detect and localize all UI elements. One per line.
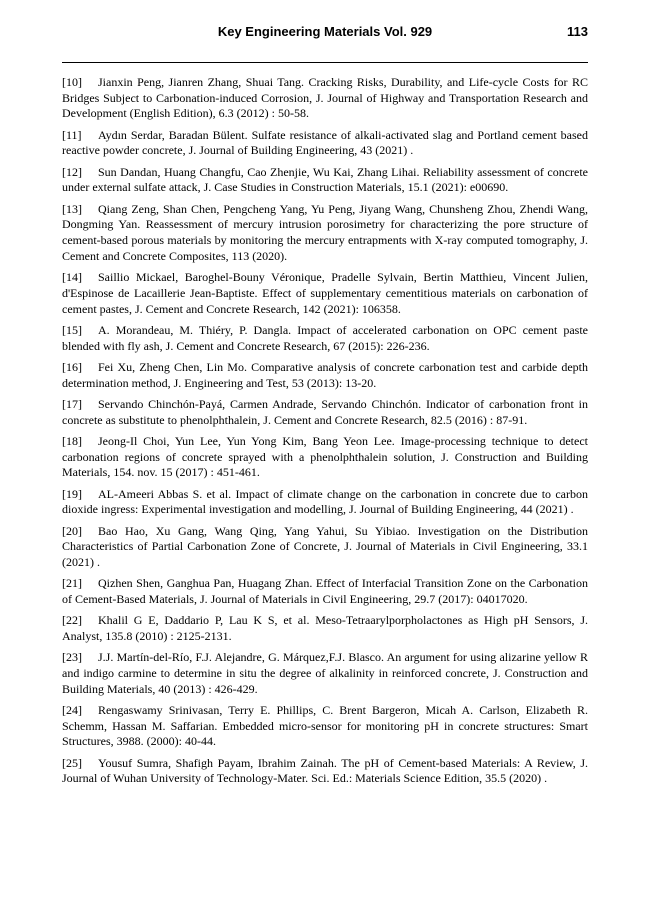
reference-text: Rengaswamy Srinivasan, Terry E. Phillips, C. Brent Bargeron, Micah A. Carlson, Elizabeth R. Schemm, Hassan M. Saffarian. Embedded micro-sensor for monitoring pH in concrete structures: Smart Structures, 3988. (2000): 40-44. <box>62 702 588 749</box>
reference-text: Sun Dandan, Huang Changfu, Cao Zhenjie, Wu Kai, Zhang Lihai. Reliability assessment of concrete under external sulfate attack, J. Case Studies in Construction Materials, 15.1 (2021): e00690. <box>62 164 588 195</box>
reference-number: [11] <box>62 127 82 142</box>
reference-number: [25] <box>62 755 82 770</box>
reference-list <box>62 75 588 793</box>
reference-text: Qiang Zeng, Shan Chen, Pengcheng Yang, Yu Peng, Jiyang Wang, Chunsheng Zhou, Zhendi Wang, Dongming Yan. Reassessment of mercury intrusion porosimetry for characterizing the pore structure of cement-based porous materials by monitoring the mercury entrapments with X-ray computed tomography, J. Cement and Concrete Composites, 113 (2020). <box>62 201 588 263</box>
reference-item <box>62 270 588 317</box>
reference-text: Jeong-Il Choi, Yun Lee, Yun Yong Kim, Bang Yeon Lee. Image-processing technique to detect carbonation regions of concrete sprayed with a phenolphthalein solution, J. Construction and Building Materials, 154. nov. 15 (2017) : 451-461. <box>62 433 588 480</box>
reference-number: [22] <box>62 613 82 628</box>
reference-number: [14] <box>62 270 82 285</box>
reference-text: A. Morandeau, M. Thiéry, P. Dangla. Impact of accelerated carbonation on OPC cement paste blended with fly ash, J. Cement and Concrete Research, 67 (2015): 226-236. <box>62 322 588 353</box>
reference-item <box>62 202 588 265</box>
reference-item <box>62 323 588 354</box>
running-header <box>62 22 588 44</box>
reference-text: J.J. Martín-del-Río, F.J. Alejandre, G. Márquez,F.J. Blasco. An argument for using alizarine yellow R and indigo carmine to determine in situ the degree of alkalinity in reinforced concrete, J. Construction and Building Materials, 40 (2013) : 426-429. <box>62 650 588 696</box>
reference-number: [18] <box>62 433 82 448</box>
reference-text: Servando Chinchón-Payá, Carmen Andrade, Servando Chinchón. Indicator of carbonation front in concrete as substitute to phenolphthalein, J. Cement and Concrete Research, 82.5 (2016) : 87-91. <box>62 396 588 427</box>
reference-item <box>62 650 588 697</box>
reference-text: Jianxin Peng, Jianren Zhang, Shuai Tang. Cracking Risks, Durability, and Life-cycle Costs for RC Bridges Subject to Carbonation-induced Corrosion, J. Journal of Highway and Transportation Research and Development (English Edition), 6.3 (2012) : 50-58. <box>62 75 588 121</box>
page-number: 113 <box>567 24 588 39</box>
reference-item <box>62 360 588 391</box>
reference-number: [19] <box>62 486 82 501</box>
reference-item <box>62 165 588 196</box>
reference-text: Khalil G E, Daddario P, Lau K S, et al. Meso-Tetraarylporpholactones as High pH Sensors, J. Analyst, 135.8 (2010) : 2125-2131. <box>62 613 588 643</box>
reference-item <box>62 524 588 571</box>
reference-text: Bao Hao, Xu Gang, Wang Qing, Yang Yahui, Su Yibiao. Investigation on the Distribution Characteristics of Partial Carbonation Zone of Concrete, J. Journal of Materials in Civil Engineering, 33.1 (2021) . <box>62 523 588 569</box>
reference-number: [24] <box>62 702 82 717</box>
reference-number: [17] <box>62 396 82 411</box>
reference-item <box>62 703 588 750</box>
reference-item <box>62 576 588 607</box>
reference-number: [12] <box>62 164 82 179</box>
reference-number: [13] <box>62 201 82 216</box>
reference-text: AL-Ameeri Abbas S. et al. Impact of climate change on the carbonation in concrete due to carbon dioxide ingress: Experimental investigation and modelling, J. Journal of Building Engineering, 44 (2021) . <box>62 486 588 517</box>
reference-number: [20] <box>62 523 82 538</box>
reference-item <box>62 756 588 787</box>
reference-number: [10] <box>62 75 82 89</box>
reference-text: Aydın Serdar, Baradan Bülent. Sulfate resistance of alkali-activated slag and Portland cement based reactive powder concrete, J. Journal of Building Engineering, 43 (2021) . <box>62 127 588 158</box>
reference-item <box>62 128 588 159</box>
reference-text: Fei Xu, Zheng Chen, Lin Mo. Comparative analysis of concrete carbonation test and carbide depth determination method, J. Engineering and Test, 53 (2013): 13-20. <box>62 359 588 390</box>
reference-item <box>62 397 588 428</box>
reference-item <box>62 613 588 644</box>
reference-text: Saillio Mickael, Baroghel-Bouny Véronique, Pradelle Sylvain, Bertin Matthieu, Vincent Julien, d'Espinose de Lacaillerie Jean-Baptiste. Effect of supplementary cementitious materials on carbonation of cement pastes, J. Cement and Concrete Research, 142 (2021): 106358. <box>62 270 588 316</box>
reference-text: Yousuf Sumra, Shafigh Payam, Ibrahim Zainah. The pH of Cement-based Materials: A Review, J. Journal of Wuhan University of Technology-Mater. Sci. Ed.: Materials Science Edition, 35.5 (2020) . <box>62 755 588 786</box>
reference-number: [16] <box>62 359 82 374</box>
header-divider <box>62 62 588 63</box>
reference-number: [21] <box>62 576 82 591</box>
reference-item <box>62 75 588 122</box>
reference-item <box>62 434 588 481</box>
reference-number: [15] <box>62 322 82 337</box>
reference-text: Qizhen Shen, Ganghua Pan, Huagang Zhan. Effect of Interfacial Transition Zone on the Carbonation of Cement-Based Materials, J. Journal of Materials in Civil Engineering, 29.7 (2017): 04017020. <box>62 576 588 606</box>
journal-title: Key Engineering Materials Vol. 929 <box>217 24 433 39</box>
reference-number: [23] <box>62 650 82 665</box>
reference-item <box>62 487 588 518</box>
